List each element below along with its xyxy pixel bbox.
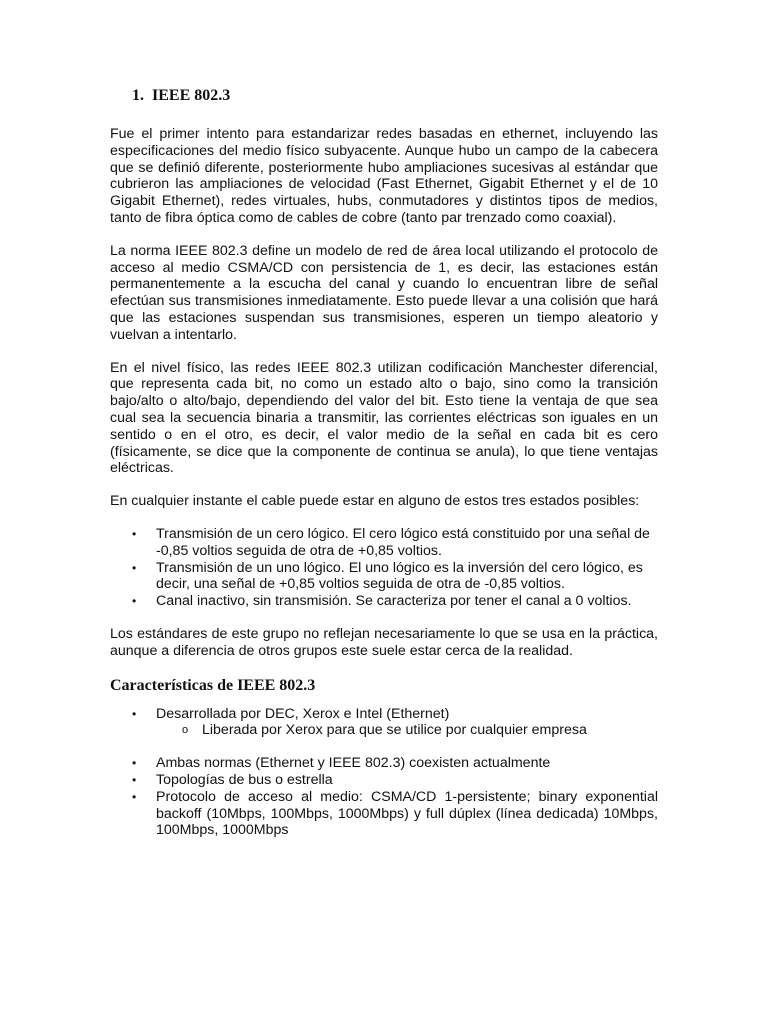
- bullet-icon: •: [132, 756, 137, 771]
- section-title: IEEE 802.3: [152, 87, 231, 104]
- paragraph-intro: Fue el primer intento para estandarizar redes basadas en ethernet, incluyendo las especificaciones del medio físico subyacente. Aunque hubo un campo de la cabecera que se definió diferente, posteriormente hubo ampliaciones sucesivas al estándar que cubrieron las ampliaciones de velocidad (Fast Ethernet, Gigabit Ethernet y el de 10 Gigabit Ethernet), redes virtuales, hubs, conmutadores y distintos tipos de medios, tanto de fibra óptica como de cables de cobre (tanto par trenzado como coaxial).: [110, 126, 658, 226]
- list-item-text: Transmisión de un uno lógico. El uno lógico es la inversión del cero lógico, es decir, una señal de +0,85 voltios seguida de otra de -0,85 voltios.: [156, 559, 643, 593]
- paragraph-manchester: En el nivel físico, las redes IEEE 802.3 utilizan codificación Manchester diferencial, que representa cada bit, no como un estado alto o bajo, sino como la transición bajo/alto o alto/bajo, dependiendo del valor del bit. Esto tiene la ventaja de que sea cual sea la secuencia binaria a transmitir, las corrientes eléctricas son iguales en un sentido o en el otro, es decir, el valor medio de la señal en cada bit es cero (físicamente, se dice que la componente de continua se anula), lo que tiene ventajas eléctricas.: [110, 359, 658, 477]
- list-item-text: Transmisión de un cero lógico. El cero lógico está constituido por una señal de -0,85 voltios seguida de otra de +0,85 voltios.: [156, 525, 650, 559]
- sub-list-item: [110, 722, 658, 739]
- bullet-icon: •: [132, 526, 137, 541]
- list-item-text: Protocolo de acceso al medio: CSMA/CD 1-persistente; binary exponential backoff (10Mbps, 100Mbps, 1000Mbps) y full dúplex (línea dedicada) 10Mbps, 100Mbps, 1000Mbps: [156, 788, 658, 839]
- features-list-primary: [110, 706, 658, 723]
- list-item: [110, 526, 658, 560]
- list-item-text: Ambas normas (Ethernet y IEEE 802.3) coexisten actualmente: [156, 755, 551, 772]
- list-item-text: Canal inactivo, sin transmisión. Se caracteriza por tener el canal a 0 voltios.: [156, 593, 632, 610]
- paragraph-closing: Los estándares de este grupo no reflejan necesariamente lo que se usa en la práctica, aunque a diferencia de otros grupos este suele estar cerca de la realidad.: [110, 625, 658, 659]
- paragraph-csma-cd: La norma IEEE 802.3 define un modelo de red de área local utilizando el protocolo de acceso al medio CSMA/CD con persistencia de 1, es decir, las estaciones están permanentemente a la escucha del canal y cuando lo encuentran libre de señal efectúan sus transmisiones inmediatamente. Esto puede llevar a una colisión que hará que las estaciones suspendan sus transmisiones, esperen un tiempo aleatorio y vuelvan a intentarlo.: [110, 242, 658, 343]
- list-item: [110, 560, 658, 594]
- states-list: [110, 526, 658, 610]
- section-heading-caracteristicas: Características de IEEE 802.3: [110, 676, 316, 694]
- paragraph-states-intro: En cualquier instante el cable puede estar en alguno de estos tres estados posibles:: [110, 493, 640, 510]
- features-list-secondary: [110, 755, 658, 839]
- hollow-bullet-icon: o: [182, 724, 189, 737]
- bullet-icon: •: [132, 560, 137, 575]
- bullet-icon: •: [132, 789, 137, 804]
- list-item: [110, 755, 658, 772]
- document-page: [110, 86, 658, 855]
- bullet-icon: •: [132, 706, 137, 721]
- list-item: [110, 593, 658, 610]
- bullet-icon: •: [132, 772, 137, 787]
- sub-list-item-text: Liberada por Xerox para que se utilice por cualquier empresa: [202, 722, 587, 739]
- bullet-icon: •: [132, 594, 137, 609]
- list-item-text: Desarrollada por DEC, Xerox e Intel (Ethernet): [156, 705, 450, 722]
- features-sublist: [110, 722, 658, 739]
- list-item: [110, 706, 658, 723]
- list-item: [110, 789, 658, 839]
- list-item-text: Topologías de bus o estrella: [156, 771, 333, 788]
- section-number: 1.: [132, 87, 144, 104]
- list-item: [110, 772, 658, 789]
- section-heading-ieee-802-3: [132, 86, 658, 106]
